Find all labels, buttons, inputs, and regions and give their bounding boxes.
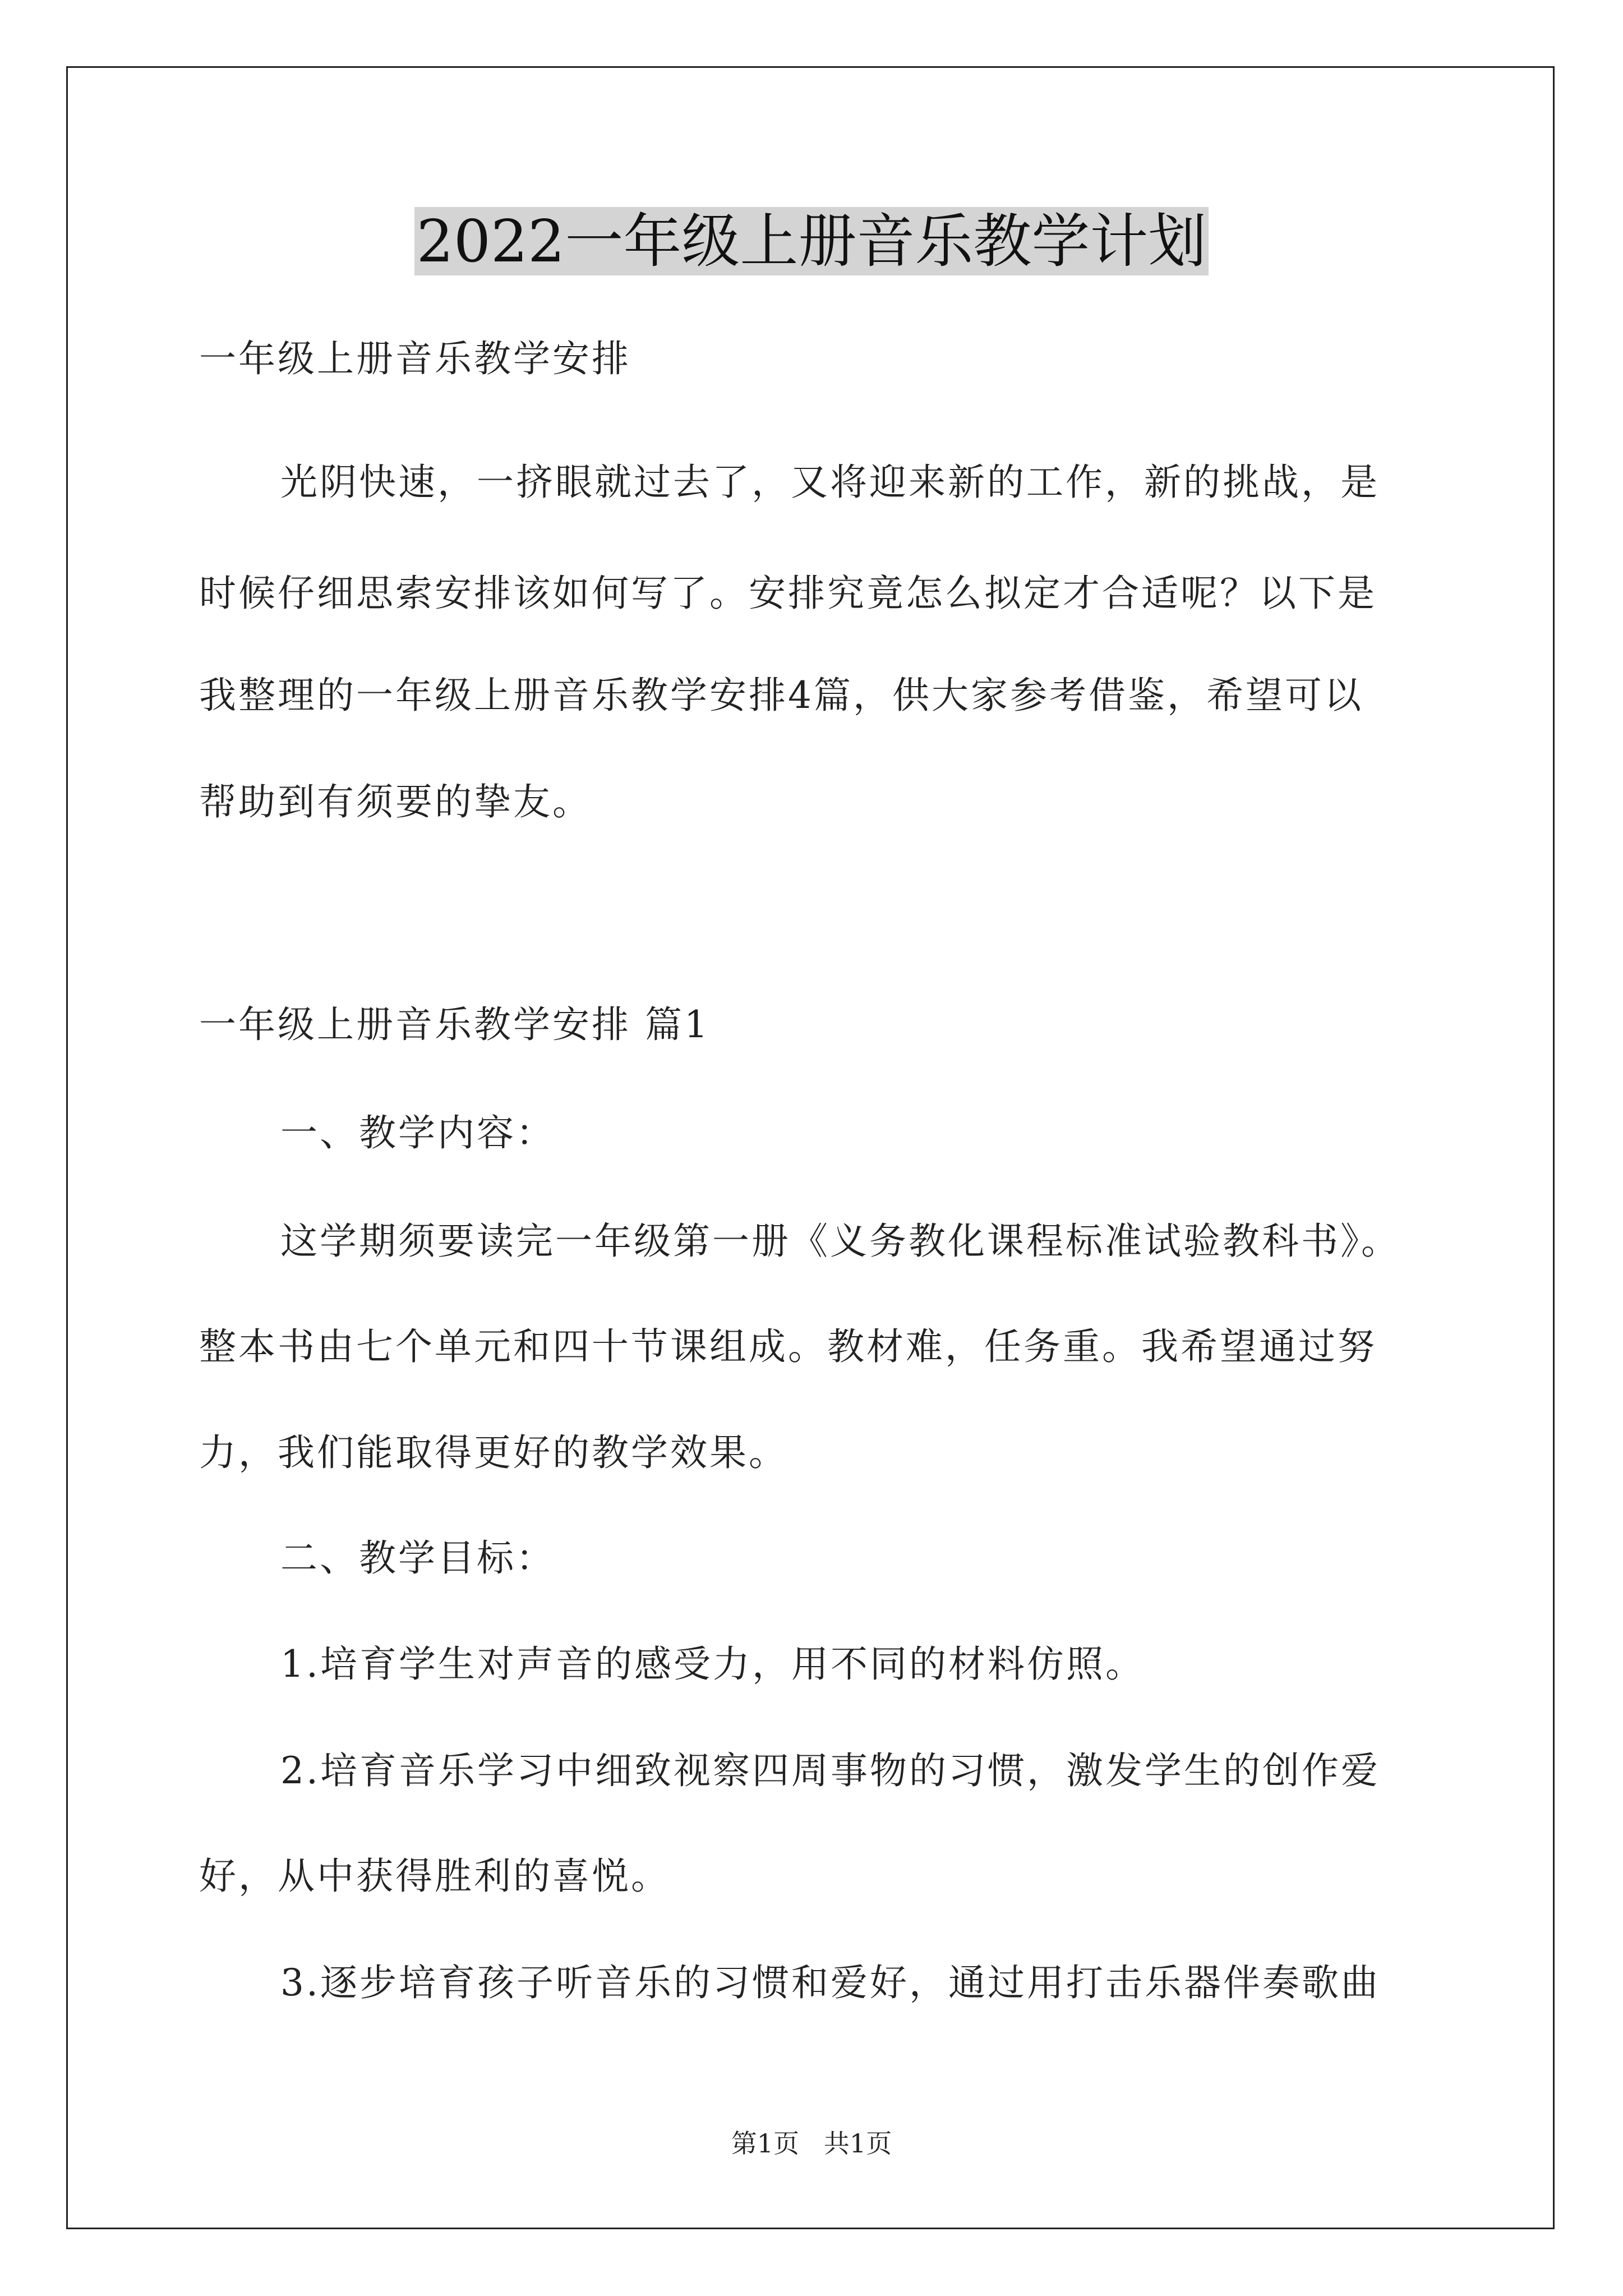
- subheading: 二、教学目标：: [280, 1536, 555, 1580]
- section-heading: 一年级上册音乐教学安排: [199, 337, 631, 380]
- page-footer: 第1页 共1页: [731, 2128, 892, 2159]
- paragraph-line: 我整理的一年级上册音乐教学安排4篇，供大家参考借鉴，希望可以: [199, 674, 1363, 717]
- section-heading: 一年级上册音乐教学安排 篇1: [199, 1003, 710, 1046]
- list-item: 2.培育音乐学习中细致视察四周事物的习惯，激发学生的创作爱: [280, 1749, 1380, 1792]
- list-item: 1.培育学生对声音的感受力，用不同的材料仿照。: [280, 1642, 1145, 1686]
- paragraph-line: 帮助到有须要的挚友。: [199, 780, 592, 823]
- paragraph-line: 好，从中获得胜利的喜悦。: [199, 1855, 670, 1898]
- subheading: 一、教学内容：: [280, 1111, 555, 1154]
- paragraph-line: 这学期须要读完一年级第一册《义务教化课程标准试验教科书》。: [280, 1220, 1400, 1263]
- paragraph-line: 光阴快速，一挤眼就过去了，又将迎来新的工作，新的挑战，是: [280, 461, 1380, 504]
- document-title: [0, 199, 1623, 283]
- list-item: 3.逐步培育孩子听音乐的习惯和爱好，通过用打击乐器伴奏歌曲: [280, 1961, 1380, 2004]
- paragraph-line: 时候仔细思索安排该如何写了。安排究竟怎么拟定才合适呢？以下是: [199, 572, 1377, 615]
- document-title-text: 2022一年级上册音乐教学计划: [414, 207, 1209, 275]
- paragraph-line: 力，我们能取得更好的教学效果。: [199, 1431, 788, 1474]
- paragraph-line: 整本书由七个单元和四十节课组成。教材难，任务重。我希望通过努: [199, 1325, 1377, 1368]
